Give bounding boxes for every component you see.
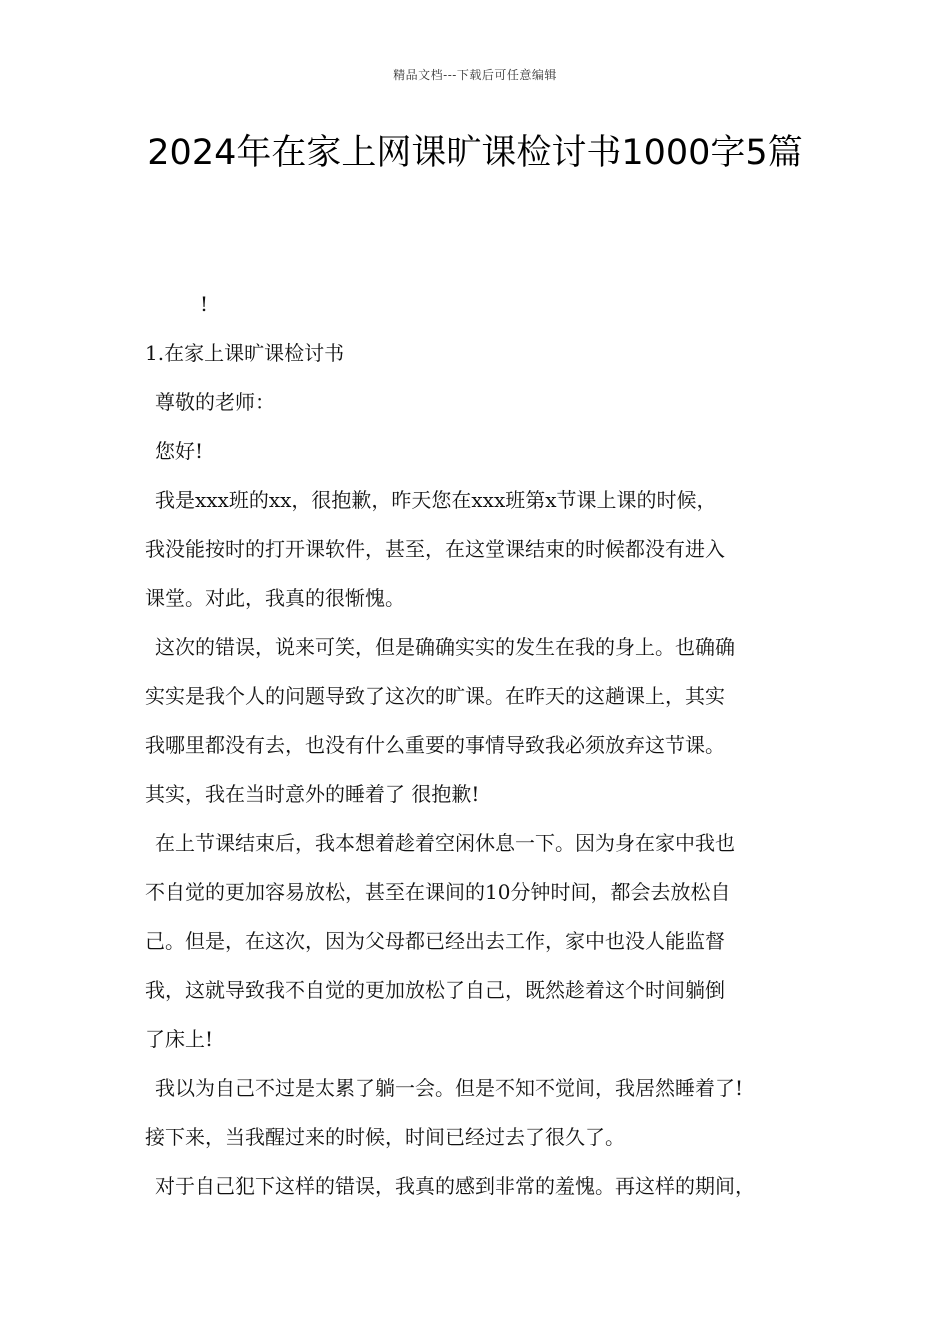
body-line: 我以为自己不过是太累了躺一会。但是不知不觉间，我居然睡着了! <box>155 1076 744 1100</box>
body-line: 我是xxx班的xx，很抱歉，昨天您在xxx班第x节课上课的时候， <box>155 488 717 512</box>
body-line: 对于自己犯下这样的错误，我真的感到非常的羞愧。再这样的期间， <box>155 1174 755 1198</box>
body-line: 了床上! <box>145 1027 214 1051</box>
body-line: 我哪里都没有去，也没有什么重要的事情导致我必须放弃这节课。 <box>145 733 725 757</box>
body-line: 我没能按时的打开课软件，甚至，在这堂课结束的时候都没有进入 <box>145 537 725 561</box>
body-line: 这次的错误，说来可笑，但是确确实实的发生在我的身上。也确确 <box>155 635 735 659</box>
document-title: 2024年在家上网课旷课检讨书1000字5篇 <box>147 133 803 173</box>
body-line: 接下来，当我醒过来的时候，时间已经过去了很久了。 <box>145 1125 625 1149</box>
body-line: 我，这就导致我不自觉的更加放松了自己，既然趁着这个时间躺倒 <box>145 978 725 1002</box>
body-line: 不自觉的更加容易放松，甚至在课间的10分钟时间，都会去放松自 <box>145 880 731 904</box>
body-line: ! <box>200 292 209 316</box>
document-body <box>145 280 810 1211</box>
section-heading: 1.在家上课旷课检讨书 <box>145 341 345 365</box>
body-line: 己。但是，在这次，因为父母都已经出去工作，家中也没人能监督 <box>145 929 725 953</box>
body-line: 其实，我在当时意外的睡着了 很抱歉! <box>145 782 480 806</box>
body-line: 实实是我个人的问题导致了这次的旷课。在昨天的这趟课上，其实 <box>145 684 725 708</box>
header-note: 精品文档---下载后可任意编辑 <box>393 68 557 82</box>
greeting: 您好! <box>155 439 204 463</box>
salutation: 尊敬的老师： <box>155 390 275 414</box>
body-line: 课堂。对此，我真的很惭愧。 <box>145 586 405 610</box>
body-line: 在上节课结束后，我本想着趁着空闲休息一下。因为身在家中我也 <box>155 831 735 855</box>
